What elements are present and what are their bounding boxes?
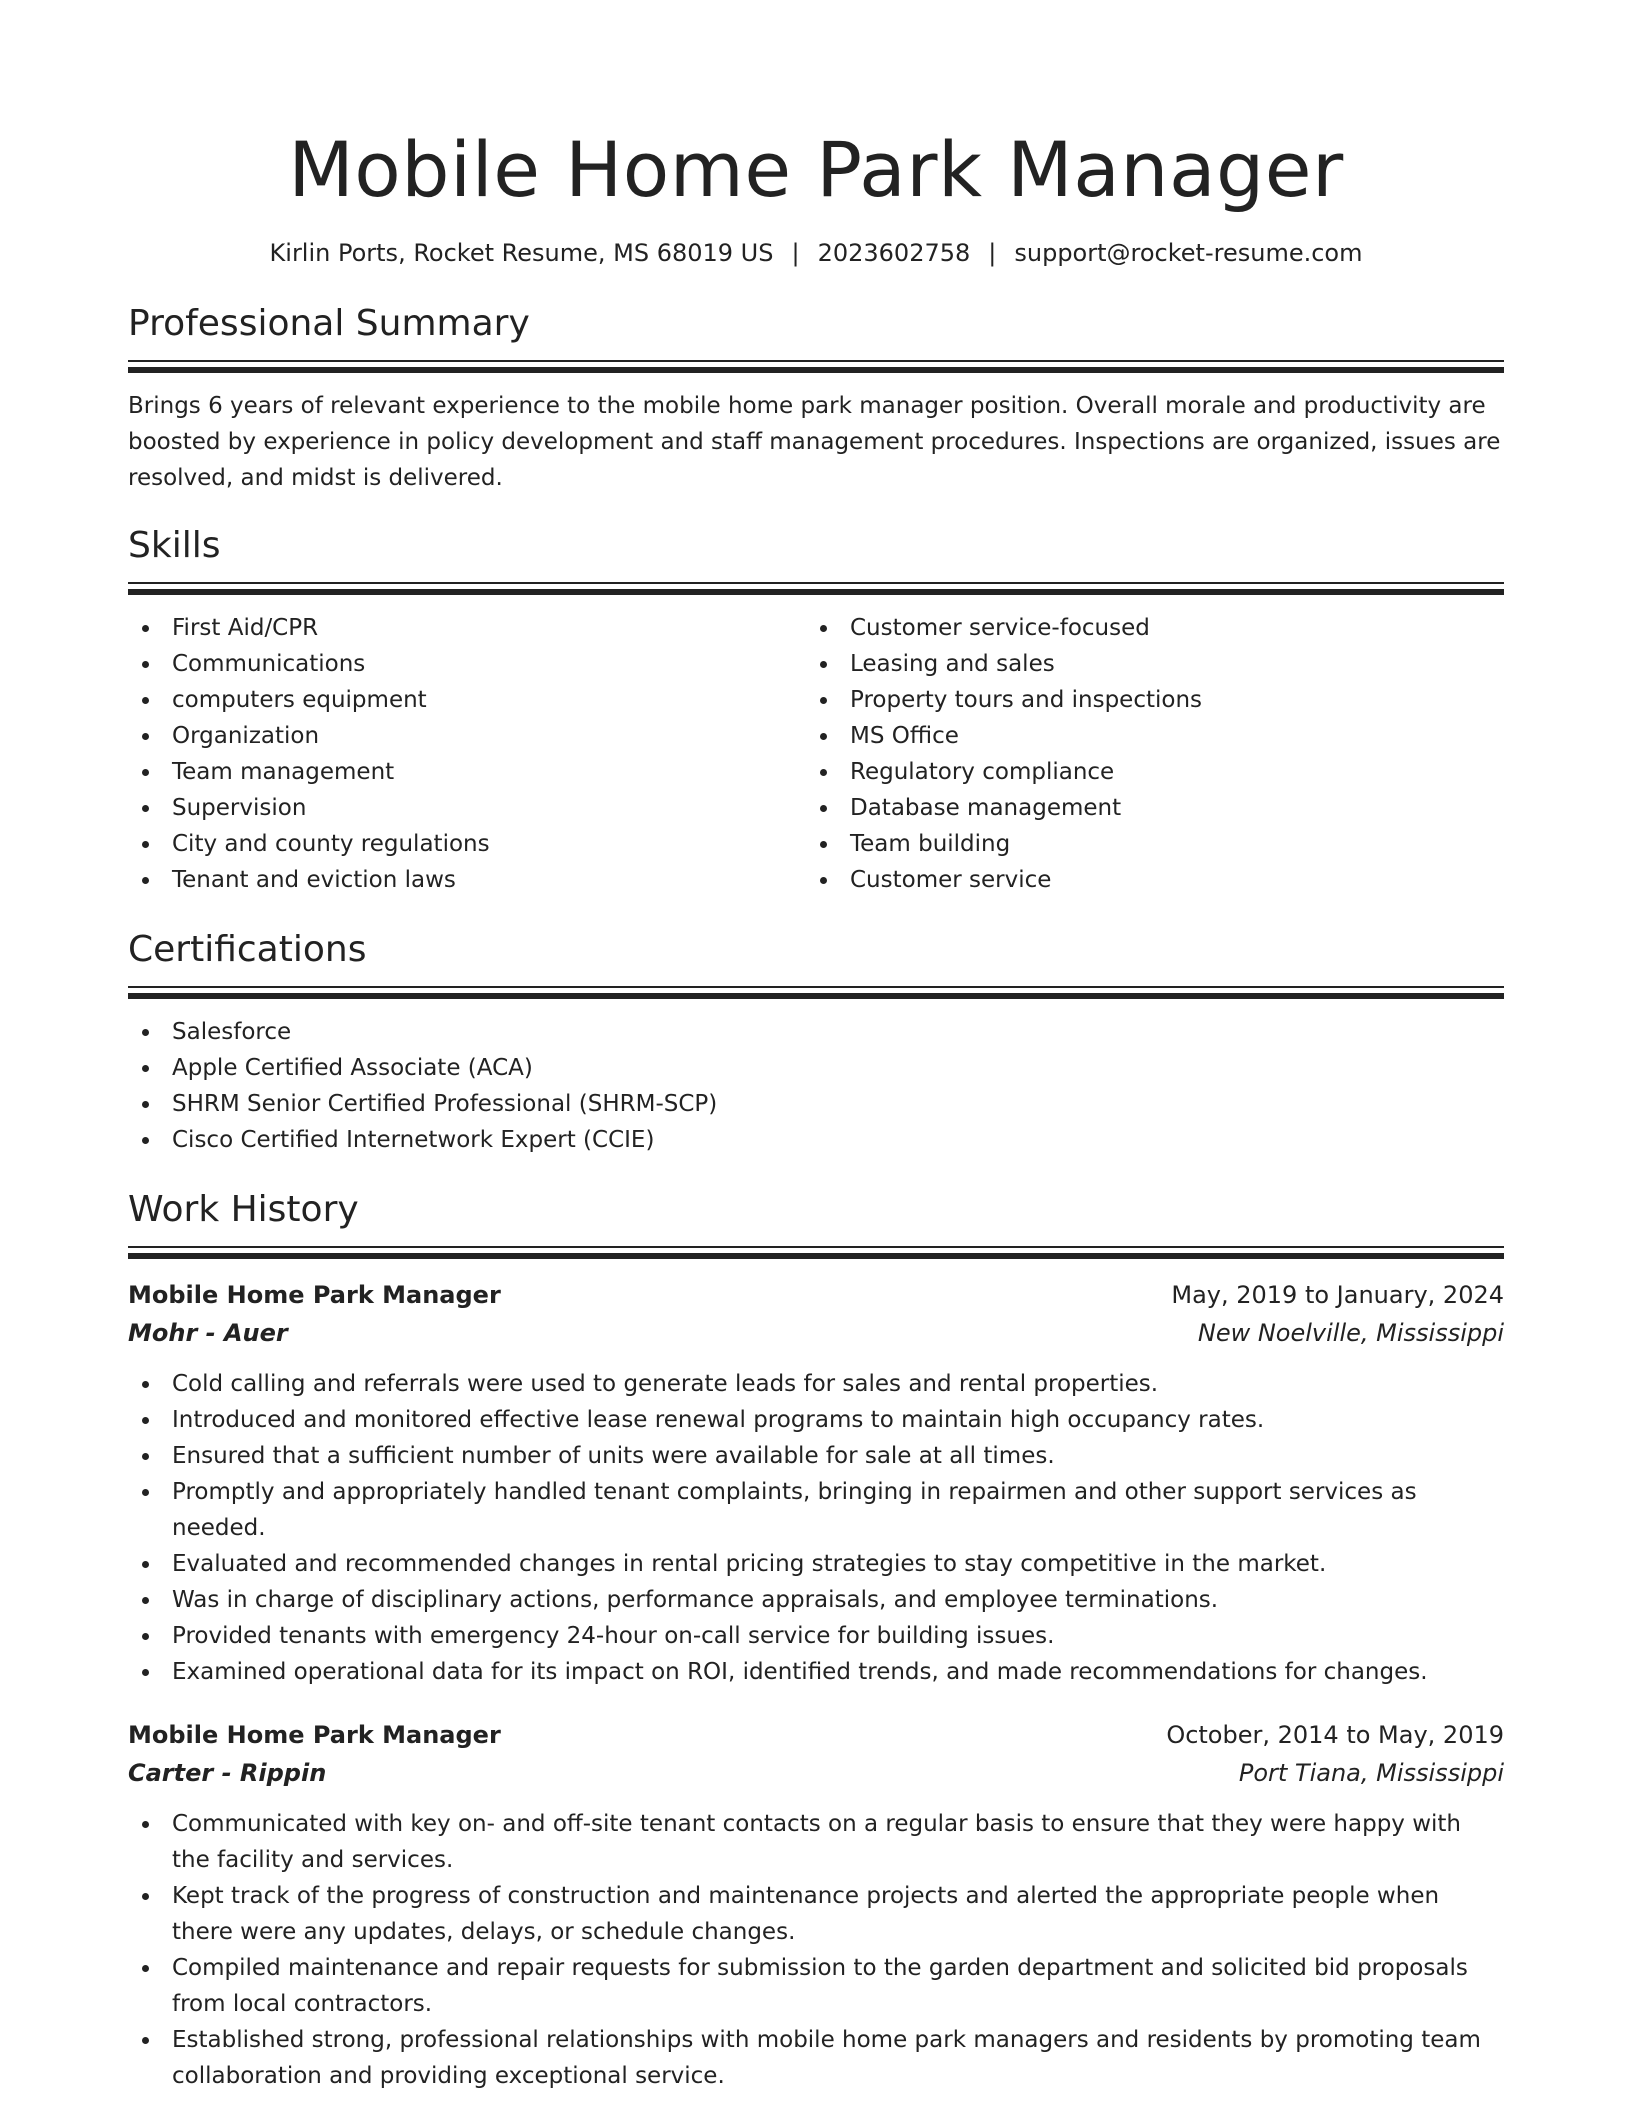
job-bullet: Was in charge of disciplinary actions, performance appraisals, and employee terminations. <box>128 1582 1504 1618</box>
skill-item: Database management <box>806 790 1484 826</box>
resume-page <box>128 120 1504 2094</box>
skill-item: Property tours and inspections <box>806 682 1484 718</box>
skills-list-right <box>806 610 1484 898</box>
job-entry <box>128 1716 1504 2094</box>
job-entry <box>128 1276 1504 1690</box>
job-bullet: Promptly and appropriately handled tenant complaints, bringing in repairmen and other support services as needed. <box>128 1474 1504 1546</box>
section-divider <box>128 582 1504 596</box>
work-history-section <box>128 1186 1504 2094</box>
skill-item: Organization <box>128 718 806 754</box>
skill-item: computers equipment <box>128 682 806 718</box>
resume-name: Mobile Home Park Manager <box>288 125 1344 214</box>
skill-item: MS Office <box>806 718 1484 754</box>
section-divider <box>128 1246 1504 1260</box>
job-location: Port Tiana, Mississippi <box>1238 1759 1504 1787</box>
job-title: Mobile Home Park Manager <box>128 1721 501 1749</box>
certification-item: SHRM Senior Certified Professional (SHRM-SCP) <box>128 1086 1504 1122</box>
contact-separator: | <box>791 239 800 267</box>
job-bullet: Cold calling and referrals were used to generate leads for sales and rental properties. <box>128 1366 1504 1402</box>
job-dates: May, 2019 to January, 2024 <box>1171 1281 1504 1309</box>
skill-item: Leasing and sales <box>806 646 1484 682</box>
job-bullets <box>128 1366 1504 1690</box>
job-subheader-row <box>128 1314 1504 1352</box>
certification-item: Cisco Certified Internetwork Expert (CCIE) <box>128 1122 1504 1158</box>
job-company: Carter - Rippin <box>128 1759 327 1787</box>
skills-section <box>128 522 1504 898</box>
certification-item: Salesforce <box>128 1014 1504 1050</box>
summary-text: Brings 6 years of relevant experience to the mobile home park manager position. Overall morale and productivity are boosted by experience in policy development and staff management procedures. Inspections are organized, issues are resolved, and midst is delivered. <box>128 393 1501 491</box>
job-header-row <box>128 1716 1504 1754</box>
job-bullet: Established strong, professional relationships with mobile home park managers and residents by promoting team collaboration and providing exceptional service. <box>128 2022 1504 2094</box>
job-bullet: Evaluated and recommended changes in rental pricing strategies to stay competitive in the market. <box>128 1546 1504 1582</box>
skill-item: City and county regulations <box>128 826 806 862</box>
job-bullet: Compiled maintenance and repair requests for submission to the garden department and solicited bid proposals from local contractors. <box>128 1950 1504 2022</box>
section-divider <box>128 360 1504 374</box>
section-divider <box>128 986 1504 1000</box>
job-location: New Noelville, Mississippi <box>1197 1319 1504 1347</box>
contact-line <box>128 236 1504 270</box>
skills-list-left <box>128 610 806 898</box>
job-bullet: Examined operational data for its impact on ROI, identified trends, and made recommendations for changes. <box>128 1654 1504 1690</box>
section-title-certifications: Certifications <box>128 929 367 970</box>
job-bullet: Ensured that a sufficient number of units were available for sale at all times. <box>128 1438 1504 1474</box>
certification-item: Apple Certified Associate (ACA) <box>128 1050 1504 1086</box>
job-dates: October, 2014 to May, 2019 <box>1166 1721 1504 1749</box>
skill-item: First Aid/CPR <box>128 610 806 646</box>
job-bullet: Provided tenants with emergency 24-hour on-call service for building issues. <box>128 1618 1504 1654</box>
skill-item: Supervision <box>128 790 806 826</box>
skill-item: Customer service-focused <box>806 610 1484 646</box>
contact-phone: 2023602758 <box>817 239 971 267</box>
skill-item: Tenant and eviction laws <box>128 862 806 898</box>
job-company: Mohr - Auer <box>128 1319 288 1347</box>
skills-grid <box>128 610 1504 898</box>
job-header-row <box>128 1276 1504 1314</box>
skill-item: Team building <box>806 826 1484 862</box>
section-title-summary: Professional Summary <box>128 303 530 344</box>
contact-email: support@rocket-resume.com <box>1014 239 1363 267</box>
skill-item: Communications <box>128 646 806 682</box>
job-bullet: Introduced and monitored effective lease renewal programs to maintain high occupancy rates. <box>128 1402 1504 1438</box>
job-subheader-row <box>128 1754 1504 1792</box>
skill-item: Regulatory compliance <box>806 754 1484 790</box>
section-title-work-history: Work History <box>128 1189 359 1230</box>
contact-separator: | <box>988 239 997 267</box>
skill-item: Team management <box>128 754 806 790</box>
job-bullet: Kept track of the progress of construction and maintenance projects and alerted the appropriate people when there were any updates, delays, or schedule changes. <box>128 1878 1504 1950</box>
certifications-list <box>128 1014 1504 1158</box>
job-bullets <box>128 1806 1504 2094</box>
skill-item: Customer service <box>806 862 1484 898</box>
certifications-section <box>128 926 1504 1158</box>
summary-section <box>128 300 1504 496</box>
job-title: Mobile Home Park Manager <box>128 1281 501 1309</box>
contact-address: Kirlin Ports, Rocket Resume, MS 68019 US <box>269 239 774 267</box>
section-title-skills: Skills <box>128 525 221 566</box>
job-bullet: Communicated with key on- and off-site tenant contacts on a regular basis to ensure that they were happy with the facility and services. <box>128 1806 1504 1878</box>
